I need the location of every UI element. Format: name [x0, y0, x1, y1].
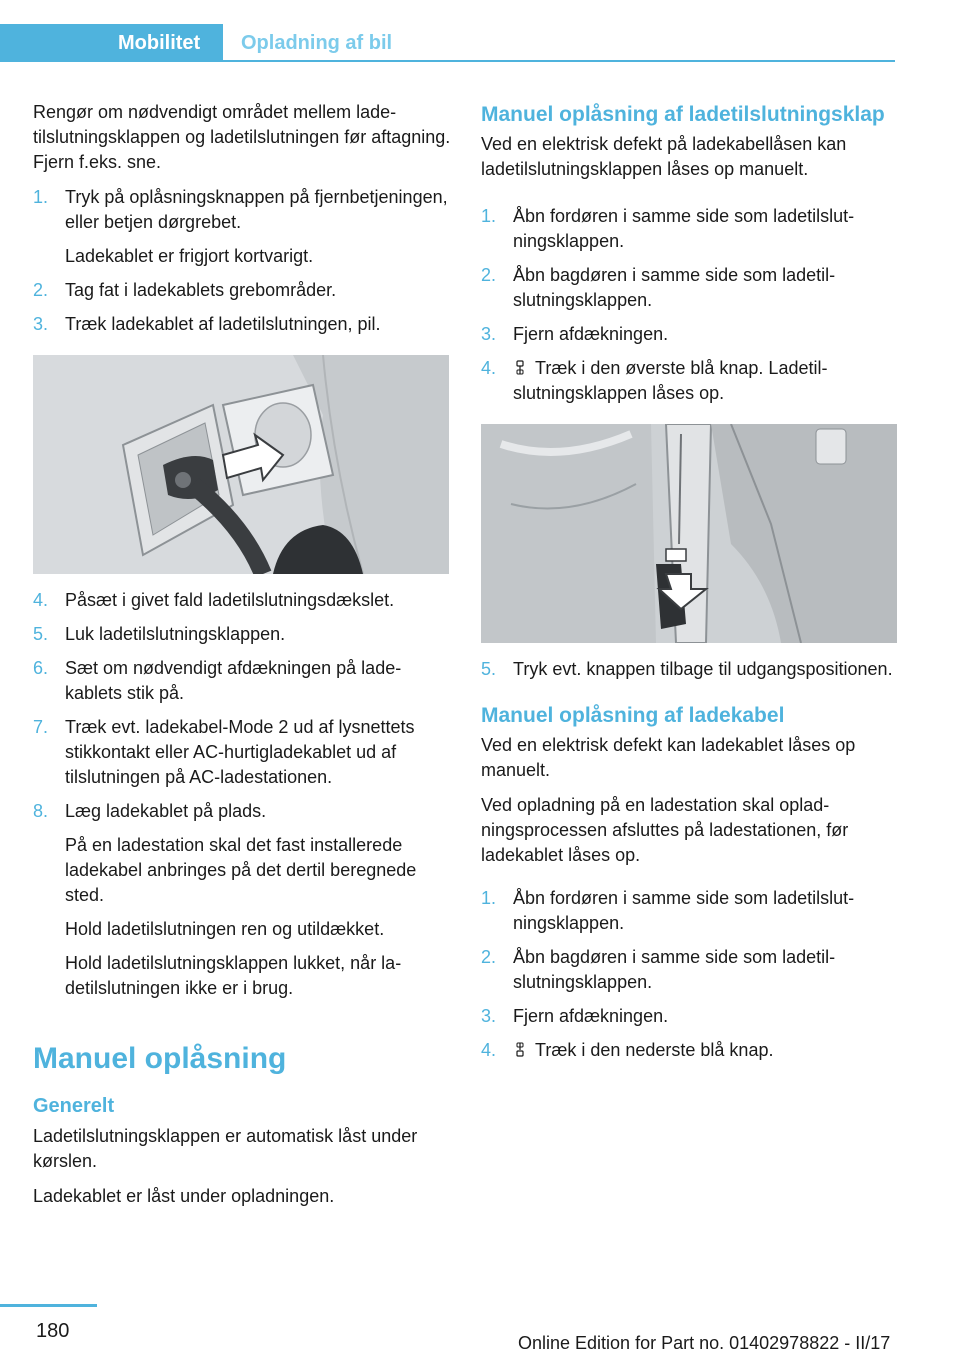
- chapter-tab[interactable]: Mobilitet: [0, 24, 223, 62]
- step-text-label: Træk i den øverste blå knap. Ladetilslutningsklappen låses op.: [513, 358, 828, 403]
- step-number: 8.: [33, 801, 49, 821]
- step-text: Åbn bagdøren i samme side som ladetilslutningsklappen.: [513, 265, 836, 310]
- step-text: Læg ladekablet på plads.: [65, 801, 267, 821]
- paragraph: Ladekablet er låst under opladningen.: [33, 1186, 335, 1206]
- section-heading: Manuel oplåsning: [33, 1042, 287, 1075]
- list-item: [33, 588, 451, 613]
- door-knob-illustration: [481, 424, 897, 643]
- step-text: [513, 356, 899, 406]
- paragraph: Ved en elektrisk defekt kan ladekablet låses op manuelt.: [481, 735, 856, 780]
- list-item: [33, 715, 451, 790]
- list-item: [481, 322, 899, 347]
- step-note: Hold ladetilslutningsklappen lukket, når ladetilslutningen ikke er i brug.: [65, 953, 402, 998]
- paragraph: Ladetilslutningsklappen er automatisk låst under kørslen.: [33, 1126, 418, 1171]
- section-title[interactable]: Opladning af bil: [241, 32, 393, 54]
- step-text: Sæt om nødvendigt afdækningen på ladekablets stik på.: [65, 658, 402, 703]
- footer-rule: [0, 1304, 97, 1307]
- step-text: Fjern afdækningen.: [513, 324, 669, 344]
- door-pillar-image: [481, 424, 897, 643]
- step-number: 4.: [33, 590, 49, 610]
- list-item: [481, 1038, 899, 1063]
- paragraph: Ved opladning på en ladestation skal opladningsprocessen afsluttes på ladestationen, før ladekablet låses op.: [481, 795, 849, 865]
- step-text: Påsæt i givet fald ladetilslutningsdækslet.: [65, 590, 395, 610]
- right-column: [481, 103, 899, 1072]
- step-text: Tag fat i ladekablets grebområder.: [65, 280, 337, 300]
- step-number: 4.: [481, 1040, 497, 1060]
- list-item: [481, 657, 899, 682]
- step-text: Træk ladekablet af ladetilslutningen, pil.: [65, 314, 381, 334]
- step-note: På en ladestation skal det fast installerede ladekabel anbringes på det dertil beregnede sted.: [65, 835, 417, 905]
- step-number: 2.: [33, 280, 49, 300]
- charging-port-image: [33, 355, 449, 574]
- step-text: Åbn fordøren i samme side som ladetilslutningsklappen.: [513, 888, 855, 933]
- header-rule: [223, 60, 895, 62]
- step-text: Træk evt. ladekabel-Mode 2 ud af lysnettets stikkontakt eller AC-hurtigladekablet ud af tilslutningen på AC-ladestationen.: [65, 717, 415, 787]
- list-item: [33, 278, 451, 303]
- step-number: 5.: [481, 659, 497, 679]
- step-number: 1.: [33, 187, 49, 207]
- list-item: [481, 945, 899, 995]
- list-item: [481, 356, 899, 406]
- charging-cable-illustration: [33, 355, 449, 574]
- intro-paragraph: Rengør om nødvendigt området mellem ladetilslutningsklappen og ladetilslutningen før aftagning. Fjern f.eks. sne.: [33, 102, 451, 172]
- step-text: Tryk på oplåsningsknappen på fjernbetjeningen, eller betjen dørgrebet.: [65, 187, 448, 232]
- page-header: [0, 24, 895, 62]
- step-text: [513, 1038, 899, 1063]
- step-text: Åbn fordøren i samme side som ladetilslutningsklappen.: [513, 206, 855, 251]
- list-item: [481, 1004, 899, 1029]
- subsection-heading: Manuel oplåsning af ladekabel: [481, 704, 785, 727]
- step-text: Fjern afdækningen.: [513, 1006, 669, 1026]
- step-number: 5.: [33, 624, 49, 644]
- step-number: 2.: [481, 265, 497, 285]
- list-item: [33, 622, 451, 647]
- step-text: Luk ladetilslutningsklappen.: [65, 624, 286, 644]
- left-column: [33, 100, 451, 1219]
- list-item: [33, 185, 451, 269]
- list-item: [33, 312, 451, 337]
- page-number: 180: [36, 1320, 70, 1342]
- subsection-heading: Manuel oplåsning af ladetilslutningsklap: [481, 103, 885, 126]
- lower-knob-icon: [513, 1042, 529, 1058]
- step-number: 3.: [33, 314, 49, 334]
- upper-knob-icon: [513, 360, 529, 376]
- edition-note: Online Edition for Part no. 01402978822 - II/17: [518, 1333, 891, 1353]
- step-number: 7.: [33, 717, 49, 737]
- step-number: 6.: [33, 658, 49, 678]
- step-number: 3.: [481, 324, 497, 344]
- list-item: [481, 204, 899, 254]
- step-text-label: Træk i den nederste blå knap.: [535, 1040, 774, 1060]
- paragraph: Ved en elektrisk defekt på ladekabellåsen kan ladetilslutningsklappen låses op manuelt.: [481, 134, 847, 179]
- step-note: Ladekablet er frigjort kortvarigt.: [65, 246, 314, 266]
- list-item: [33, 656, 451, 706]
- step-number: 2.: [481, 947, 497, 967]
- step-number: 1.: [481, 206, 497, 226]
- step-number: 4.: [481, 358, 497, 378]
- list-item: [33, 799, 451, 1001]
- step-text: Tryk evt. knappen tilbage til udgangspositionen.: [513, 659, 893, 679]
- step-note: Hold ladetilslutningen ren og utildækket.: [65, 919, 385, 939]
- subsection-heading: Generelt: [33, 1095, 115, 1117]
- list-item: [481, 263, 899, 313]
- list-item: [481, 886, 899, 936]
- step-text: Åbn bagdøren i samme side som ladetilslutningsklappen.: [513, 947, 836, 992]
- step-number: 1.: [481, 888, 497, 908]
- step-number: 3.: [481, 1006, 497, 1026]
